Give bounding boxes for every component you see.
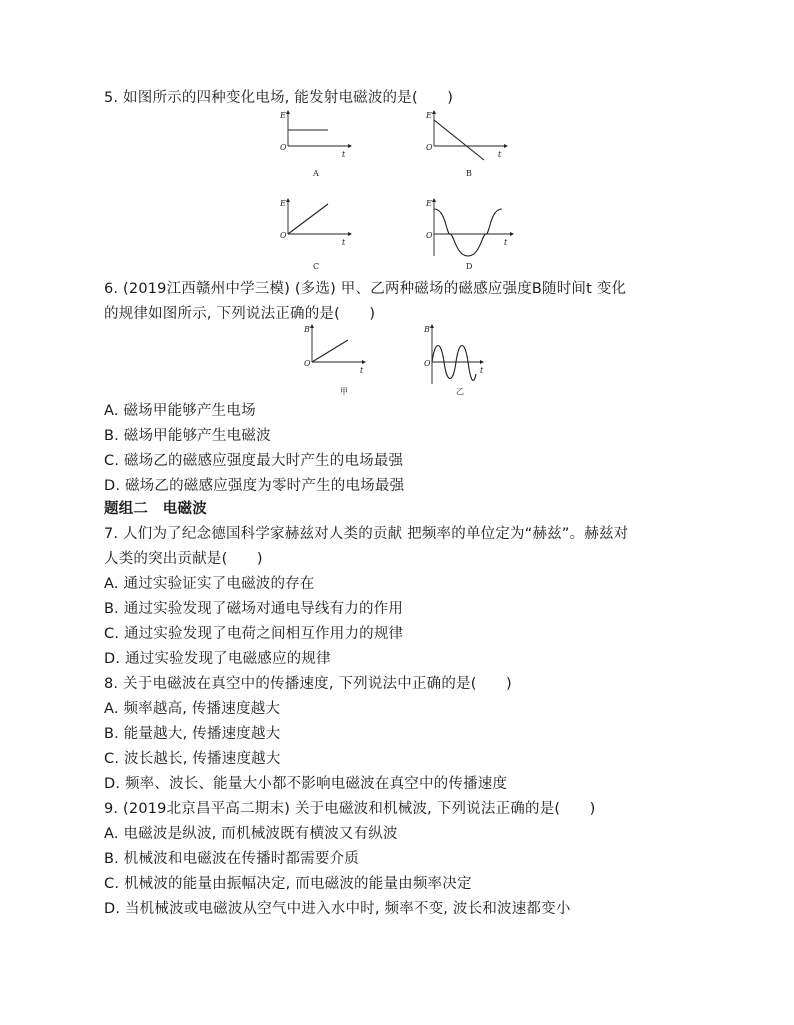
q5-graph-d [422,196,522,271]
q8-option-a: A. 频率越高, 传播速度越大 [104,701,281,717]
q5-b-origin: O [426,143,433,152]
q9-option-c: C. 机械波的能量由振幅决定, 而电磁波的能量由频率决定 [104,876,472,892]
q9-option-a: A. 电磁波是纵波, 而机械波既有横波又有纵波 [104,826,398,842]
q8-option-c: C. 波长越长, 传播速度越大 [104,751,281,767]
q5-d-axis-y: E [426,199,432,208]
q5-caption-c: C [313,262,320,271]
q9-stem: 9. (2019北京昌平高二期末) 关于电磁波和机械波, 下列说法正确的是( ) [104,801,596,817]
q6-jia-axis-x: t [360,366,364,375]
q7-option-c: C. 通过实验发现了电荷之间相互作用力的规律 [104,626,404,642]
q9-option-b: B. 机械波和电磁波在传播时都需要介质 [104,851,359,867]
q6-stem-line1: 6. (2019江西赣州中学三模) (多选) 甲、乙两种磁场的磁感应强度B随时间t 变化 [104,281,627,297]
q6-jia-origin: O [304,359,311,368]
q5-c-origin: O [280,231,287,240]
q5-graph-a [276,108,366,178]
q5-b-axis-y: E [426,111,432,120]
q6-stem-line2: 的规律如图所示, 下列说法正确的是( ) [104,306,376,322]
q9-option-d: D. 当机械波或电磁波从空气中进入水中时, 频率不变, 波长和波速都变小 [104,901,571,917]
q5-caption-a: A [313,169,319,178]
q6-caption-jia: 甲 [340,387,348,396]
q5-a-origin: O [280,143,287,152]
q8-stem: 8. 关于电磁波在真空中的传播速度, 下列说法中正确的是( ) [104,676,512,692]
q5-d-axis-x: t [504,238,508,247]
q5-graph-b [422,108,522,178]
q7-stem-line2: 人类的突出贡献是( ) [104,551,263,567]
q6-option-a: A. 磁场甲能够产生电场 [104,403,256,419]
q6-graph-jia [300,322,380,400]
q5-d-origin: O [426,231,433,240]
q6-graph-yi [420,322,500,400]
q7-stem-line1: 7. 人们为了纪念德国科学家赫兹对人类的贡献 把频率的单位定为“赫兹”。赫兹对 [104,526,629,542]
q5-b-axis-x: t [498,150,502,159]
q5-caption-d: D [466,262,473,271]
q6-caption-yi: 乙 [456,387,464,396]
q6-option-b: B. 磁场甲能够产生电磁波 [104,428,271,444]
q5-stem: 5. 如图所示的四种变化电场, 能发射电磁波的是( ) [104,90,454,106]
q6-option-c: C. 磁场乙的磁感应强度最大时产生的电场最强 [104,453,404,469]
q5-graph-c [276,196,366,271]
q6-option-d: D. 磁场乙的磁感应强度为零时产生的电场最强 [104,478,405,494]
section-title: 题组二 电磁波 [104,501,207,517]
q6-yi-origin: O [424,359,431,368]
q7-option-a: A. 通过实验证实了电磁波的存在 [104,576,315,592]
q5-c-axis-x: t [342,238,346,247]
q6-yi-axis-y: B [424,325,430,334]
q5-a-axis-x: t [342,150,346,159]
q8-option-d: D. 频率、波长、能量大小都不影响电磁波在真空中的传播速度 [104,776,508,792]
q5-caption-b: B [466,169,472,178]
q7-option-d: D. 通过实验发现了电磁感应的规律 [104,651,331,667]
q6-jia-axis-y: B [304,325,310,334]
q5-c-axis-y: E [280,199,286,208]
q5-a-axis-y: E [280,111,286,120]
q7-option-b: B. 通过实验发现了磁场对通电导线有力的作用 [104,601,404,617]
q6-yi-axis-x: t [480,366,484,375]
q8-option-b: B. 能量越大, 传播速度越大 [104,726,281,742]
